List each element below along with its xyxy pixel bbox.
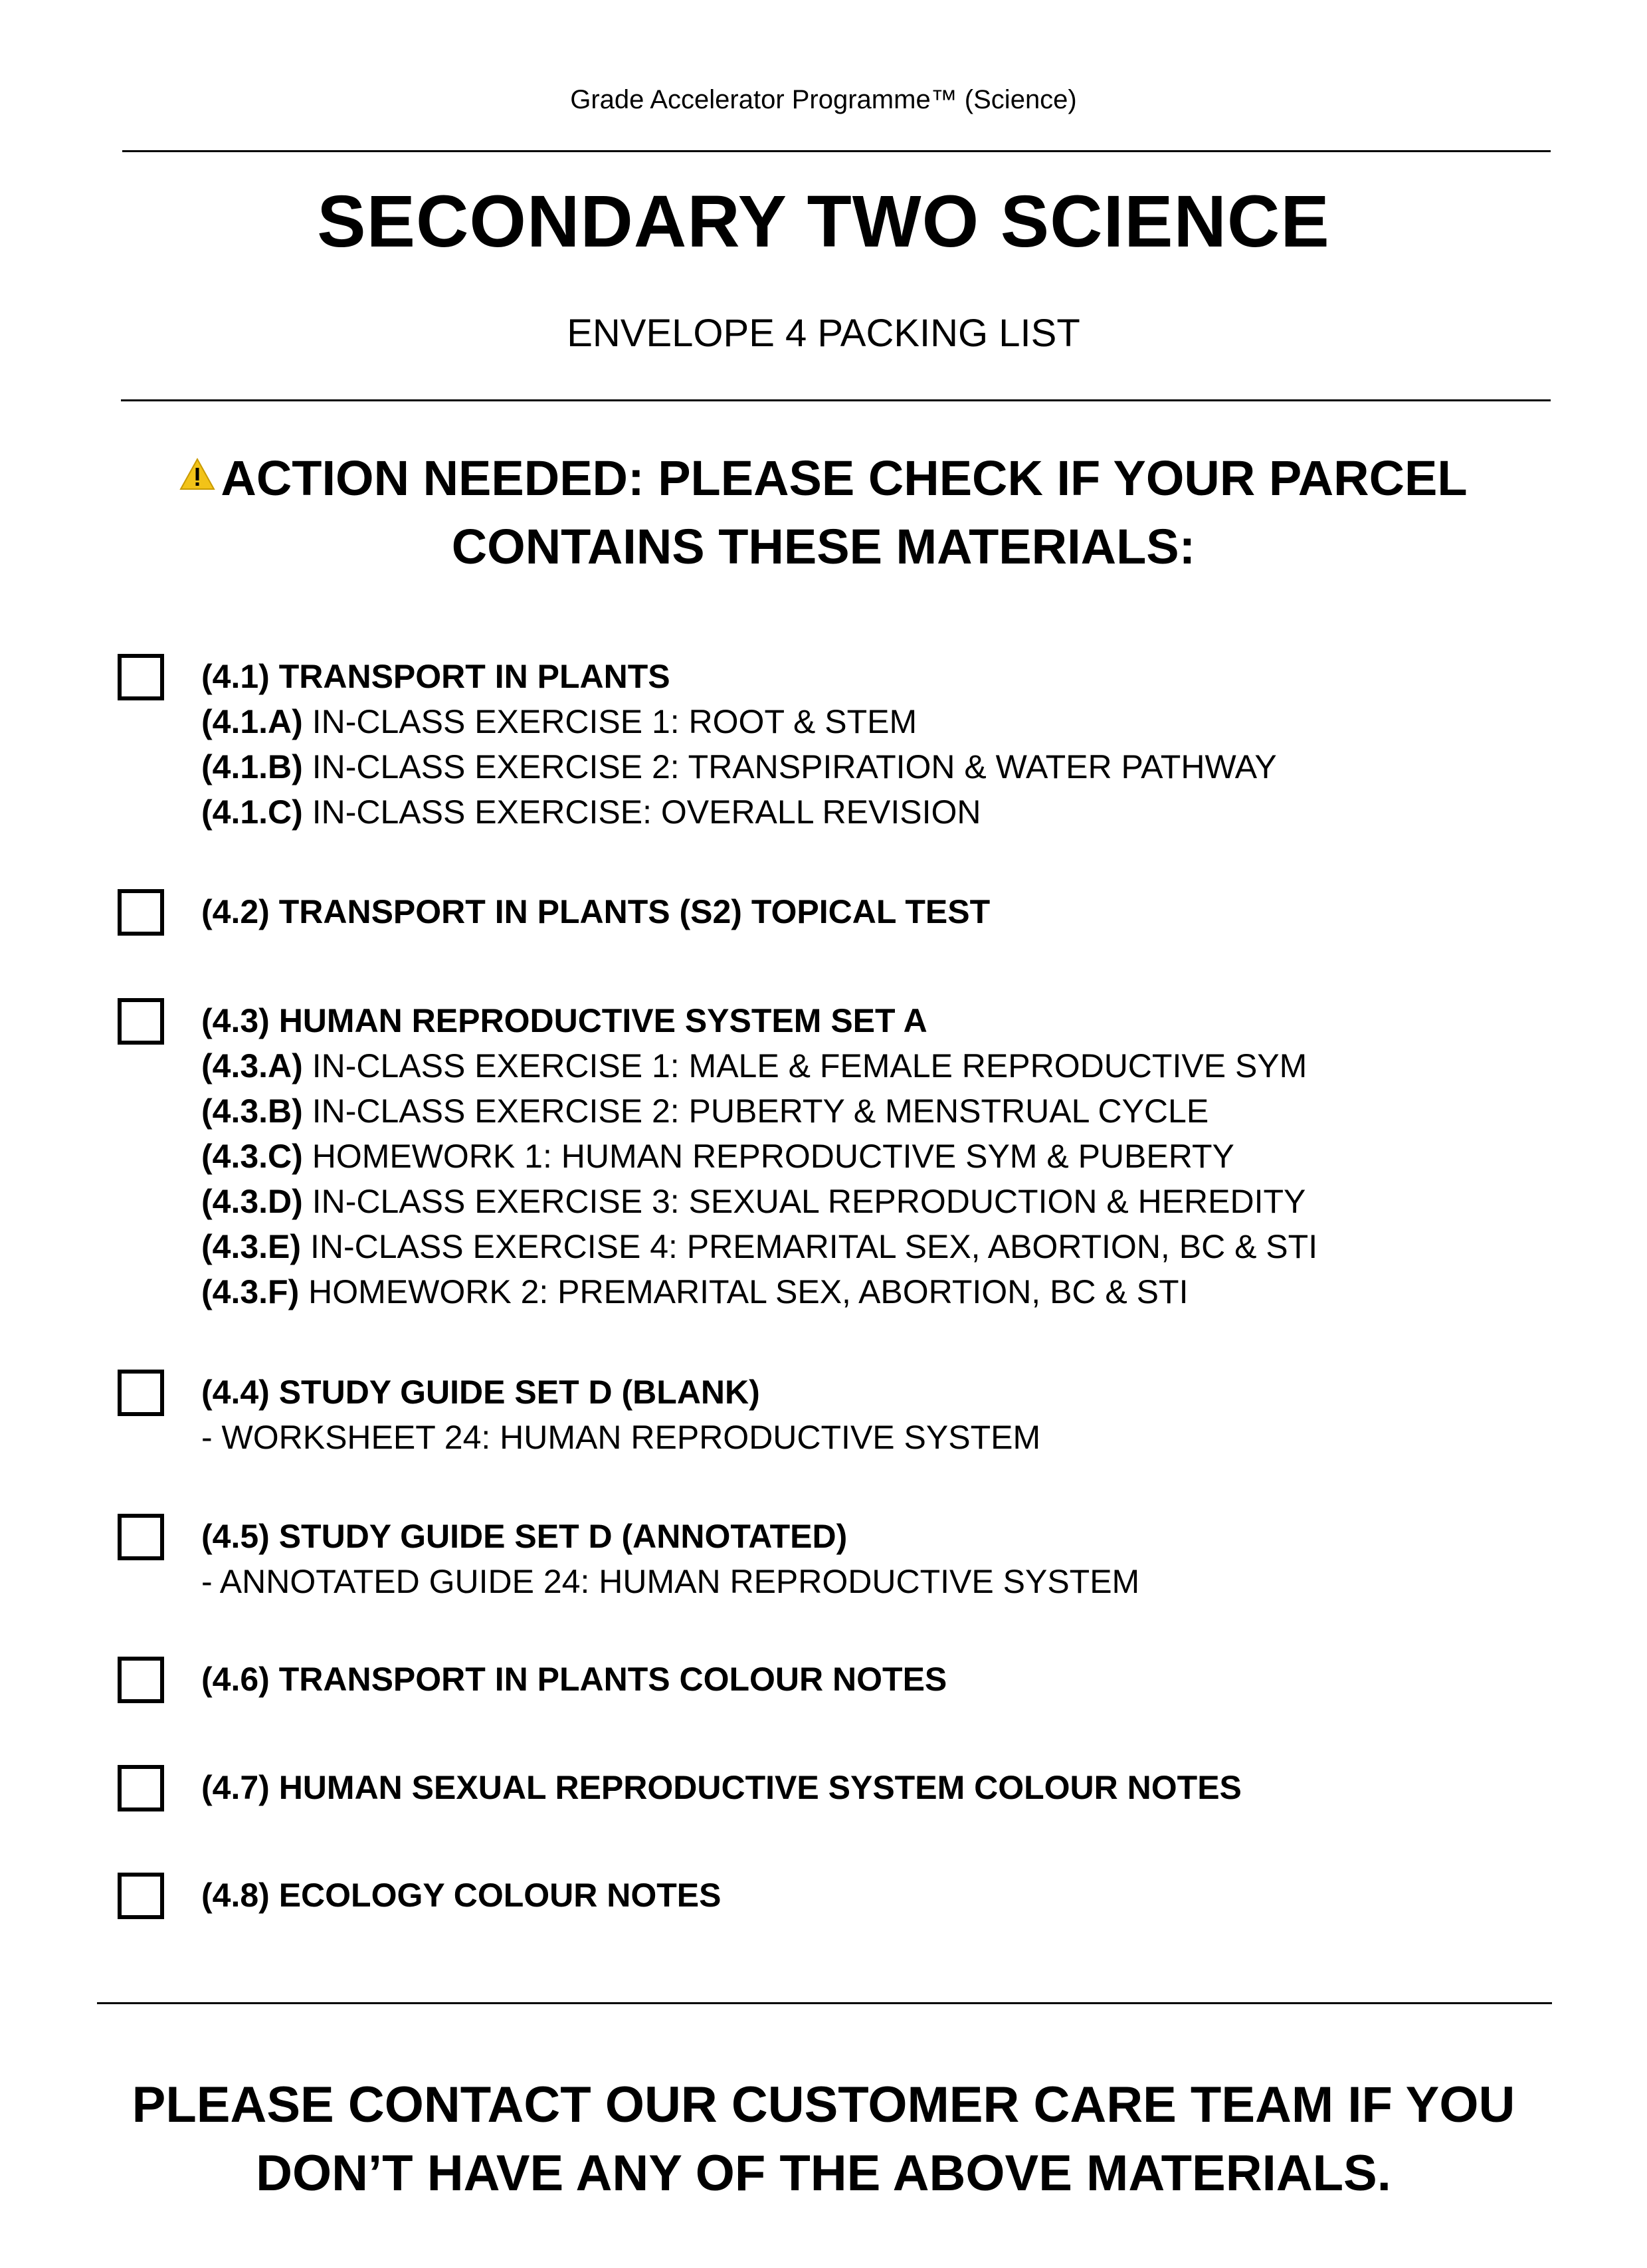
action-text-line-2: CONTAINS THESE MATERIALS:: [451, 519, 1196, 574]
footer-line-1: PLEASE CONTACT OUR CUSTOMER CARE TEAM IF YOU: [132, 2077, 1515, 2133]
action-line-1: [0, 444, 1647, 512]
sub-item: (4.1.A) IN-CLASS EXERCISE 1: ROOT & STEM: [201, 703, 918, 740]
program-header: Grade Accelerator Programme™ (Science): [570, 85, 1077, 114]
footer-line-2: DON’T HAVE ANY OF THE ABOVE MATERIALS.: [256, 2145, 1391, 2202]
page-title: SECONDARY TWO SCIENCE: [317, 181, 1330, 262]
action-text-line-1: ACTION NEEDED: PLEASE CHECK IF YOUR PARCEL: [221, 451, 1468, 506]
sub-item: (4.3.A) IN-CLASS EXERCISE 1: MALE & FEMALE REPRODUCTIVE SYM: [201, 1047, 1308, 1084]
sub-item: (4.1.B) IN-CLASS EXERCISE 2: TRANSPIRATION & WATER PATHWAY: [201, 748, 1277, 785]
sub-item: (4.3.E) IN-CLASS EXERCISE 4: PREMARITAL SEX, ABORTION, BC & STI: [201, 1228, 1318, 1265]
sub-item: (4.3.B) IN-CLASS EXERCISE 2: PUBERTY & MENSTRUAL CYCLE: [201, 1092, 1209, 1130]
item-checkbox[interactable]: [118, 998, 164, 1045]
footer-notice: [0, 2071, 1647, 2208]
sub-item: (4.1.C) IN-CLASS EXERCISE: OVERALL REVISION: [201, 793, 981, 831]
item-checkbox[interactable]: [118, 1514, 164, 1560]
item-title: (4.3) HUMAN REPRODUCTIVE SYSTEM SET A: [201, 1002, 927, 1039]
item-title: (4.5) STUDY GUIDE SET D (ANNOTATED): [201, 1518, 848, 1555]
item-checkbox[interactable]: [118, 1657, 164, 1703]
item-checkbox[interactable]: [118, 1873, 164, 1919]
item-note: - WORKSHEET 24: HUMAN REPRODUCTIVE SYSTEM: [201, 1419, 1041, 1456]
item-note: - ANNOTATED GUIDE 24: HUMAN REPRODUCTIVE SYSTEM: [201, 1563, 1140, 1600]
divider-top: [122, 150, 1551, 152]
warning-icon: [179, 458, 215, 491]
item-title: (4.8) ECOLOGY COLOUR NOTES: [201, 1877, 722, 1914]
sub-item: (4.3.F) HOMEWORK 2: PREMARITAL SEX, ABORTION, BC & STI: [201, 1273, 1189, 1310]
item-checkbox[interactable]: [118, 1765, 164, 1811]
divider-middle: [121, 399, 1551, 401]
item-title: (4.4) STUDY GUIDE SET D (BLANK): [201, 1374, 760, 1411]
item-checkbox[interactable]: [118, 1370, 164, 1416]
item-title: (4.2) TRANSPORT IN PLANTS (S2) TOPICAL TEST: [201, 893, 991, 930]
item-title: (4.1) TRANSPORT IN PLANTS: [201, 658, 670, 695]
item-title: (4.6) TRANSPORT IN PLANTS COLOUR NOTES: [201, 1661, 947, 1698]
item-title: (4.7) HUMAN SEXUAL REPRODUCTIVE SYSTEM COLOUR NOTES: [201, 1769, 1242, 1806]
item-checkbox[interactable]: [118, 889, 164, 936]
page-subtitle: ENVELOPE 4 PACKING LIST: [567, 312, 1080, 355]
action-notice: [0, 444, 1647, 581]
divider-bottom: [97, 2002, 1552, 2004]
sub-item: (4.3.D) IN-CLASS EXERCISE 3: SEXUAL REPRODUCTION & HEREDITY: [201, 1183, 1306, 1220]
sub-item: (4.3.C) HOMEWORK 1: HUMAN REPRODUCTIVE SYM & PUBERTY: [201, 1138, 1234, 1175]
item-checkbox[interactable]: [118, 654, 164, 700]
